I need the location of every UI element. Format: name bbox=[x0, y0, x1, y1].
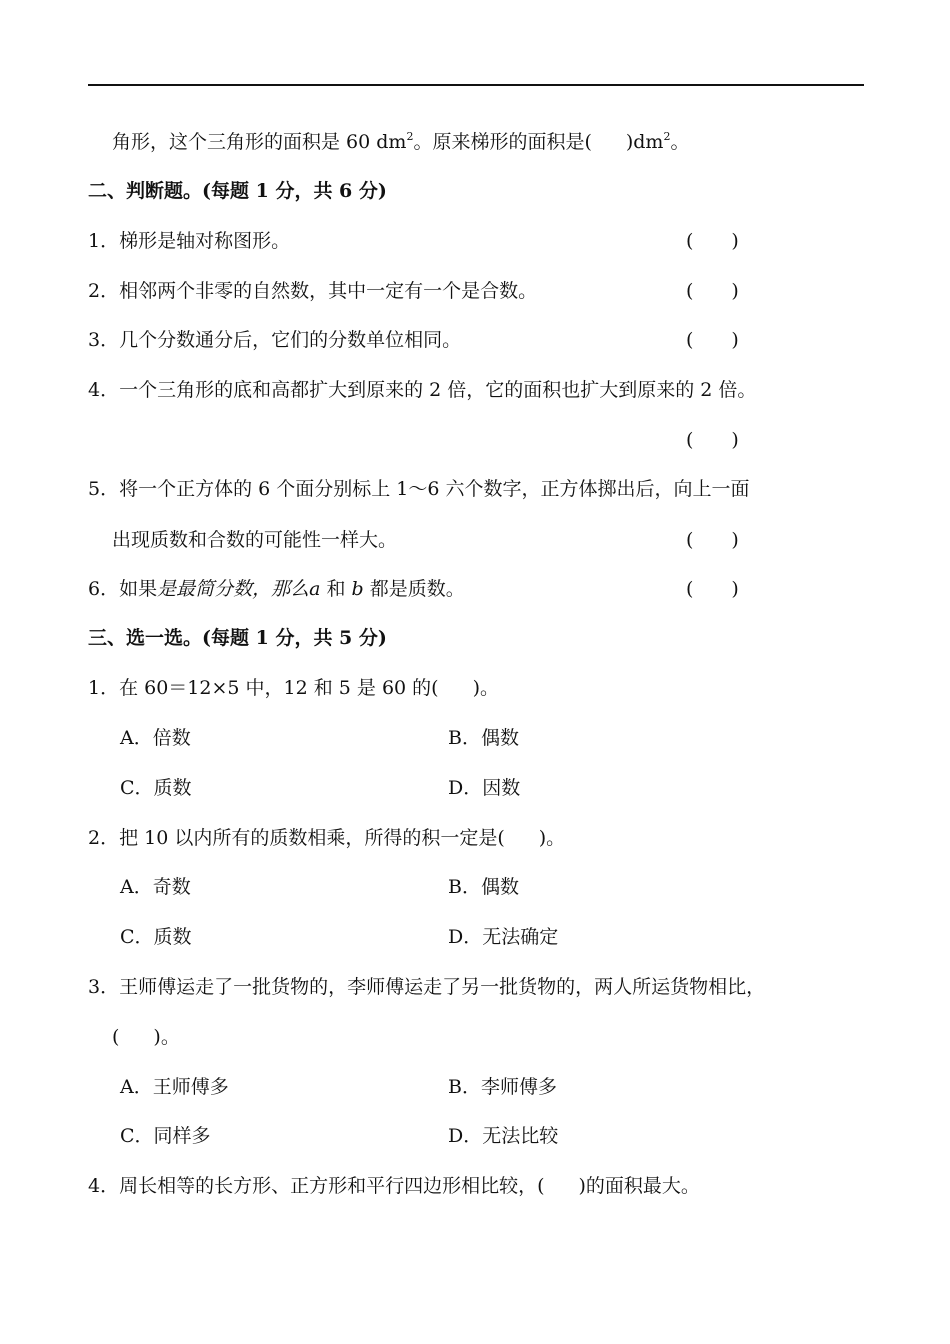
judge-item-5-cont: 出现质数和合数的可能性一样大。 bbox=[112, 529, 398, 551]
option-1b[interactable]: B．偶数 bbox=[448, 727, 519, 749]
judge-item-1: 1．梯形是轴对称图形。 bbox=[88, 230, 291, 252]
answer-blank-2[interactable]: ( ) bbox=[686, 280, 739, 302]
answer-blank-3[interactable]: ( ) bbox=[686, 329, 739, 351]
section2-heading: 二、判断题。(每题 1 分，共 6 分) bbox=[88, 180, 387, 202]
choice-question-3-cont: ( )。 bbox=[112, 1026, 180, 1048]
option-3d[interactable]: D．无法比较 bbox=[448, 1125, 559, 1147]
option-3c[interactable]: C．同样多 bbox=[120, 1125, 211, 1147]
answer-blank-6[interactable]: ( ) bbox=[686, 578, 739, 600]
option-1a[interactable]: A．倍数 bbox=[120, 727, 191, 749]
choice-question-3: 3．王师傅运走了一批货物的，李师傅运走了另一批货物的，两人所运货物相比， bbox=[88, 976, 766, 998]
judge-item-6: 6．如果是最简分数，那么a 和 b 都是质数。 bbox=[88, 578, 465, 600]
judge-item-2: 2．相邻两个非零的自然数，其中一定有一个是合数。 bbox=[88, 280, 538, 302]
answer-blank-4[interactable]: ( ) bbox=[686, 429, 739, 451]
option-3a[interactable]: A．王师傅多 bbox=[120, 1076, 229, 1098]
option-2b[interactable]: B．偶数 bbox=[448, 876, 519, 898]
option-2a[interactable]: A．奇数 bbox=[120, 876, 191, 898]
header-rule bbox=[88, 84, 864, 86]
judge-item-3: 3．几个分数通分后，它们的分数单位相同。 bbox=[88, 329, 462, 351]
choice-question-2: 2．把 10 以内所有的质数相乘，所得的积一定是( )。 bbox=[88, 827, 566, 849]
section3-heading: 三、选一选。(每题 1 分，共 5 分) bbox=[88, 627, 387, 649]
option-2d[interactable]: D．无法确定 bbox=[448, 926, 559, 948]
answer-blank-1[interactable]: ( ) bbox=[686, 230, 739, 252]
option-1c[interactable]: C．质数 bbox=[120, 777, 192, 799]
choice-question-4: 4．周长相等的长方形、正方形和平行四边形相比较，( )的面积最大。 bbox=[88, 1175, 700, 1197]
choice-question-1: 1．在 60＝12×5 中，12 和 5 是 60 的( )。 bbox=[88, 677, 500, 699]
continuation-line: 角形，这个三角形的面积是 60 $dm^2$。原来梯形的面积是( )$dm^2$。 bbox=[112, 130, 690, 153]
answer-blank-5[interactable]: ( ) bbox=[686, 529, 739, 551]
option-1d[interactable]: D．因数 bbox=[448, 777, 521, 799]
judge-item-5: 5．将一个正方体的 6 个面分别标上 1～6 六个数字，正方体掷出后，向上一面 bbox=[88, 478, 750, 500]
option-3b[interactable]: B．李师傅多 bbox=[448, 1076, 557, 1098]
judge-item-4: 4．一个三角形的底和高都扩大到原来的 2 倍，它的面积也扩大到原来的 2 倍。 bbox=[88, 379, 757, 401]
option-2c[interactable]: C．质数 bbox=[120, 926, 192, 948]
